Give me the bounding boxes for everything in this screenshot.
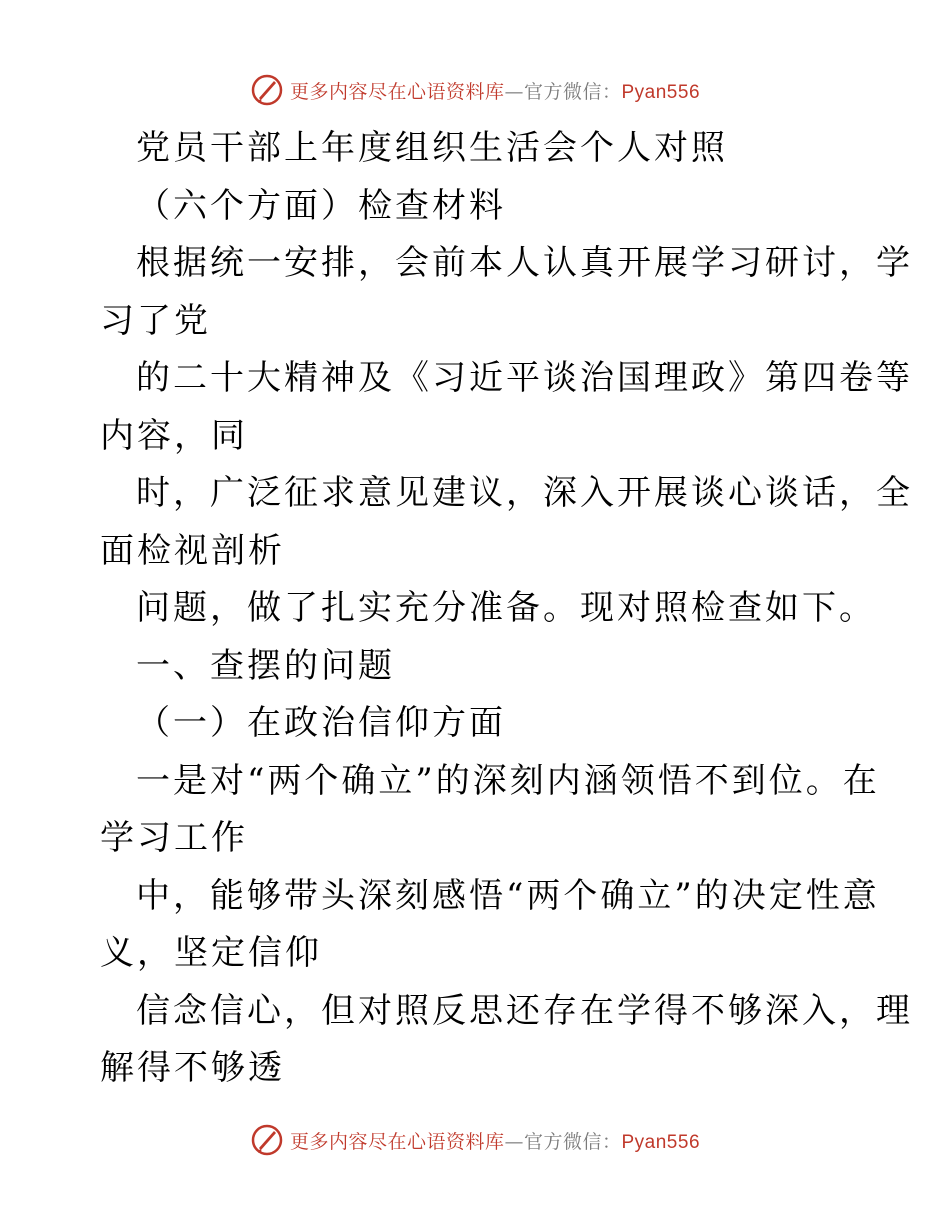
- doc-title-line-2: （六个方面）检查材料: [136, 185, 506, 226]
- doc-line: 习了党: [100, 300, 211, 341]
- watermark-handle: Pyan556: [621, 1131, 701, 1153]
- watermark-label: 官方微信：: [523, 80, 622, 103]
- doc-line: 时，广泛征求意见建议，深入开展谈心谈话，全: [136, 473, 913, 513]
- subsection-heading: （一）在政治信仰方面: [136, 703, 506, 743]
- watermark-site: 更多内容尽在心语资料库: [289, 1130, 505, 1153]
- doc-line: 义，坚定信仰: [100, 933, 322, 973]
- doc-line: 问题，做了扎实充分准备。现对照检查如下。: [136, 588, 876, 628]
- watermark-text: [290, 1127, 700, 1154]
- doc-line: 学习工作: [100, 818, 248, 858]
- doc-line: 内容，同: [100, 415, 248, 456]
- doc-title-line-1: 党员干部上年度组织生活会个人对照: [136, 128, 728, 168]
- watermark-separator: —: [504, 1130, 524, 1153]
- watermark-handle: Pyan556: [621, 81, 701, 103]
- doc-line: 一是对“两个确立”的深刻内涵领悟不到位。在: [136, 760, 880, 801]
- doc-line: 解得不够透: [100, 1048, 285, 1088]
- section-heading: 一、查摆的问题: [136, 645, 395, 686]
- doc-line: 信念信心，但对照反思还存在学得不够深入，理: [136, 990, 913, 1031]
- watermark-site: 更多内容尽在心语资料库: [289, 80, 505, 103]
- watermark-text: [290, 77, 700, 104]
- doc-line: 的二十大精神及《习近平谈治国理政》第四卷等: [136, 358, 913, 398]
- watermark-separator: —: [504, 80, 524, 103]
- footer-watermark: [0, 1120, 950, 1160]
- doc-line: 面检视剖析: [100, 530, 285, 571]
- watermark-label: 官方微信：: [523, 1130, 622, 1153]
- doc-line: 根据统一安排，会前本人认真开展学习研讨，学: [136, 243, 913, 283]
- header-watermark: [0, 70, 950, 110]
- quill-logo-icon: [250, 1123, 284, 1157]
- document-body: [100, 120, 913, 1098]
- quill-logo-icon: [250, 73, 284, 107]
- doc-line: 中，能够带头深刻感悟“两个确立”的决定性意: [136, 875, 880, 916]
